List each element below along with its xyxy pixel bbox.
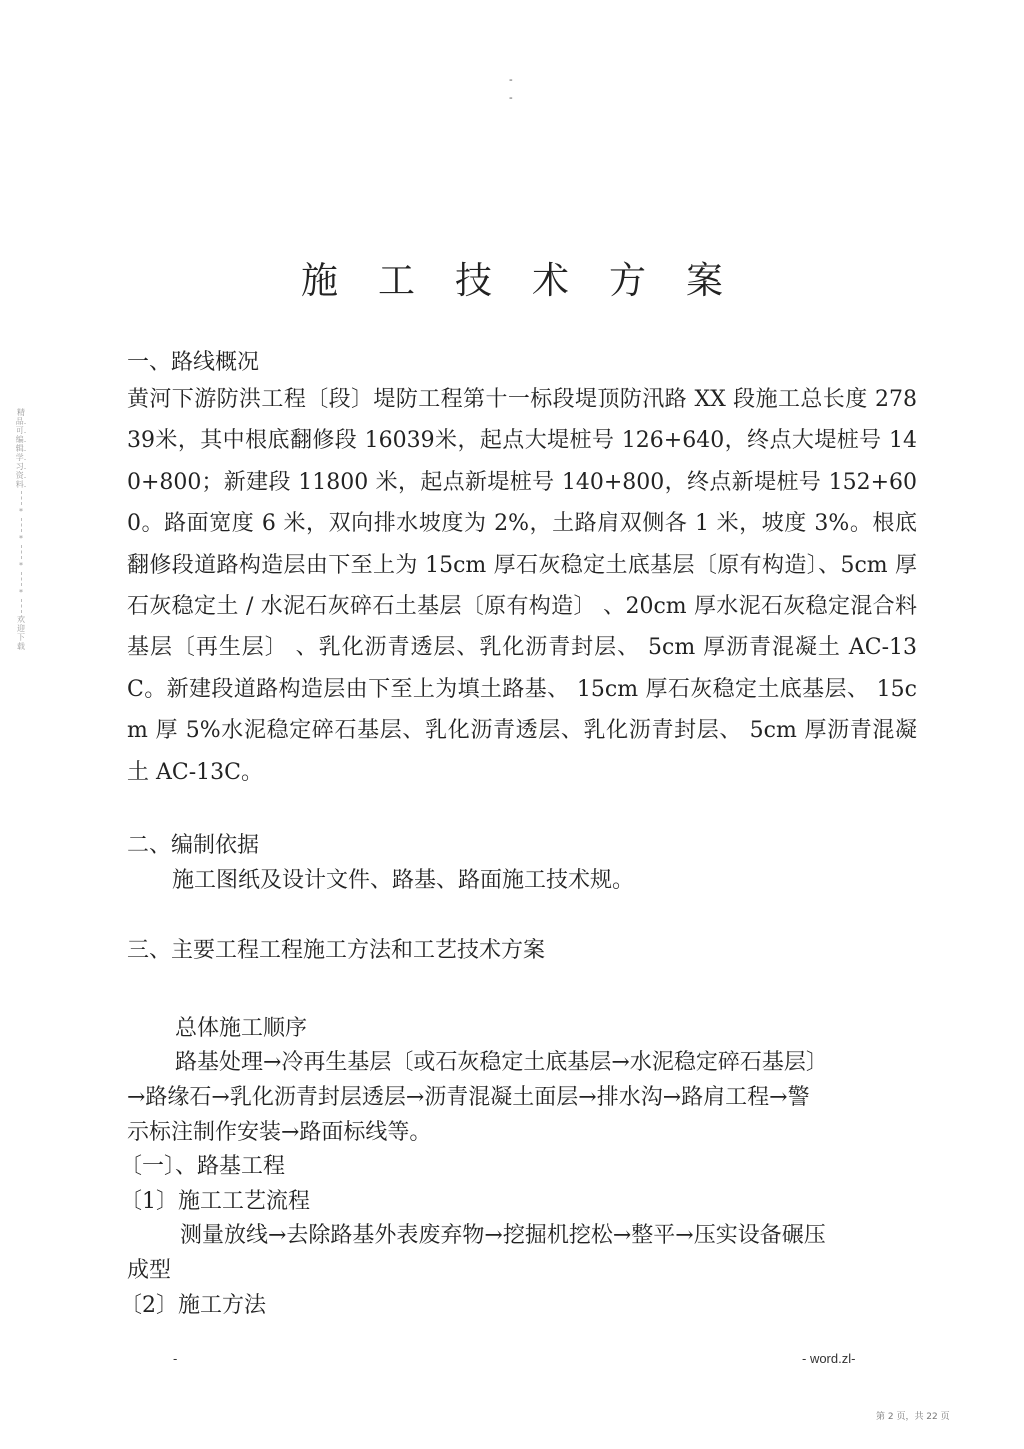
subsection-roadbed: 〔一〕、路基工程 <box>120 1154 286 1179</box>
sidebar-watermark <box>14 408 28 651</box>
sidebar-text-top: 精品.可.编.辑.学.习.资.料. <box>15 408 27 489</box>
header-mark-top: - <box>509 74 513 86</box>
footer-source: - word.zl- <box>802 1351 856 1366</box>
section2-body: 施工图纸及设计文件、路基、路面施工技术规。 <box>172 868 635 893</box>
construction-order-line-3: 示标注制作安装→路面标线等。 <box>127 1120 432 1145</box>
sidebar-text-mid2: * <box>19 534 23 543</box>
sidebar-text-bottom: 欢迎下载 <box>17 615 25 651</box>
page-number: 第 2 页，共 22 页 <box>876 1412 950 1422</box>
document-title: 施工技术方案 <box>301 259 763 302</box>
item-process-flow: 〔1〕施工工艺流程 <box>120 1189 310 1214</box>
process-flow-line-1: 测量放线→去除路基外表废弃物→挖掘机挖松→整平→压实设备碾压 <box>180 1223 826 1248</box>
section2-heading: 二、编制依据 <box>127 833 260 858</box>
process-flow-line-2: 成型 <box>127 1258 172 1283</box>
construction-order-title: 总体施工顺序 <box>175 1016 308 1041</box>
sidebar-text-mid4: * <box>19 588 23 597</box>
footer-left-mark: - <box>173 1351 178 1366</box>
sidebar-text-mid1: * <box>19 507 23 516</box>
section1-body: 黄河下游防洪工程〔段〕堤防工程第十一标段堤顶防汛路 XX 段施工总长度 27839米，其中根底翻修段 16039米，起点大堤桩号 126+640，终点大堤桩号 140+800；新建段 11800 米，起点新堤桩号 140+800，终点新堤桩号 152+600。路面宽度 6 米，双向排水坡度为 2%，土路肩双侧各 1 米，坡度 3%。根底翻修段道路构造层由下至上为 15cm 厚石灰稳定土底基层〔原有构造〕、5cm 厚石灰稳定土 / 水泥石灰碎石土基层〔原有构造〕 、20cm 厚水泥石灰稳定混合料基层〔再生层〕 、乳化沥青透层、乳化沥青封层、 5cm 厚沥青混凝土 AC-13C。新建段道路构造层由下至上为填土路基、 15cm 厚石灰稳定土底基层、 15cm 厚 5%水泥稳定碎石基层、乳化沥青透层、乳化沥青封层、 5cm 厚沥青混凝土 AC-13C。 <box>127 387 917 785</box>
construction-order-line-2: →路缘石→乳化沥青封层透层→沥青混凝土面层→排水沟→路肩工程→警 <box>127 1085 810 1110</box>
item-construction-method: 〔2〕施工方法 <box>120 1293 266 1318</box>
sidebar-text-mid3: * <box>19 561 23 570</box>
construction-order-line-1: 路基处理→冷再生基层〔或石灰稳定土底基层→水泥稳定碎石基层〕 <box>175 1050 828 1075</box>
section1-heading: 一、路线概况 <box>127 350 260 375</box>
section3-heading: 三、主要工程工程施工方法和工艺技术方案 <box>127 938 546 963</box>
header-mark-bottom: - <box>509 92 513 104</box>
